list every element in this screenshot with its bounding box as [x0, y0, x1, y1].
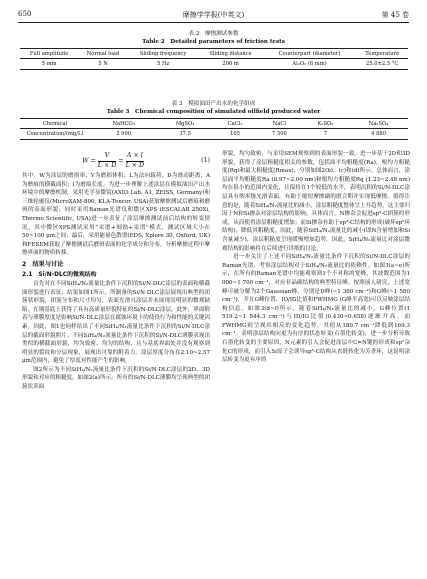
section-heading: 2 结果与讨论 — [22, 260, 64, 268]
journal-name: 摩擦学学报(中英文) — [182, 11, 245, 19]
table2-cell: 5 Hz — [128, 59, 199, 70]
paragraph: 图2所示为不同SiH₄/N₂流量比条件下沉积的Si/N-DLC涂层的2D、3D形貌和对应的粗糙度。如图2(a)所示，所有的Si/N-DLC薄膜均呈现典型的团簇状表面 — [22, 366, 210, 391]
equation-equals: = — [118, 157, 124, 165]
fraction-denominator: L × D — [125, 161, 145, 169]
table2-col-header: Normal load — [78, 49, 128, 59]
equation-body — [82, 152, 144, 170]
table3-col-header: K₂SO₄ — [302, 119, 349, 129]
table3-value-row — [20, 129, 408, 140]
left-column — [22, 150, 210, 392]
subsection-heading: 2.1 Si/N-DLC的微观结构 — [22, 271, 97, 278]
table2-value-row — [20, 59, 408, 70]
table3-col-header: MgSO₄ — [157, 119, 213, 129]
table2-caption — [0, 31, 427, 46]
table3 — [20, 118, 408, 140]
table2-header-row — [20, 49, 408, 59]
table2 — [20, 48, 408, 70]
equation-fraction — [126, 152, 145, 170]
table2-cell: 5 N — [78, 59, 128, 70]
table3-col-header: NaCl — [257, 119, 302, 129]
table3-cell: 4 880 — [349, 129, 408, 140]
table2-col-header: Full amplitude — [20, 49, 78, 59]
table3-header-row — [20, 119, 408, 129]
table2-cell: 200 m — [198, 59, 262, 70]
volume-label: 第 45 卷 — [381, 11, 409, 19]
table3-caption-cn: 表 3 模拟油田产出水的化学组成 — [171, 101, 256, 107]
equation-1 — [22, 150, 210, 172]
paragraph: 其中：W为涂层的磨损率；V为磨损体积；L为法向载荷；D为滑动距离；A为磨痕的横截面积；l为磨痕长度。为进一步理解上述涂层在模拟油田产出水环境中的摩擦机制，采用光学显微镜(AXIO Lab. A1, ZEISS, Germany)和三维轮廓仪(MicroXAM-800, KLA-Tencor, USA)获取摩擦测试后磨痕和磨斑的表面形貌；同时采用Raman光谱仪和微区XPS (ESCALAB 250Xi, Thermo Scientific, USA)进一步表征了涂层摩擦测试前后结构的转变情况，其中微区XPS测试采用“采谱+刻蚀+采谱”模式，测试区域大小在50~100 μm之间；最后，采用能量色散谱(EDS, Xplore 30, Oxford, UK)和FESEM获取了摩擦测试后磨斑表面的化学成分和分布，分析摩擦过程中摩擦界面的物质转移。 — [22, 173, 210, 257]
fraction-numerator: A × l — [126, 152, 145, 162]
table2-caption-cn: 表 2 摩擦测试参数 — [188, 31, 239, 37]
table2-col-header: Temperature — [356, 49, 408, 59]
table3-cell: 2 900 — [90, 129, 157, 140]
page-number: 650 — [18, 10, 32, 18]
table2-caption-en: Table 2 Detailed parameters of friction tests — [142, 38, 285, 45]
table3-row-label: Concentration/(mg/L) — [20, 129, 90, 140]
table3-caption — [0, 101, 427, 116]
equation-lhs: W = — [82, 157, 96, 165]
right-column — [222, 150, 410, 365]
fraction-numerator: V — [98, 152, 117, 162]
table3-col-header: Chemical — [20, 119, 90, 129]
table2-cell: 5 mm — [20, 59, 78, 70]
table2-col-header: Sliding frequency — [128, 49, 199, 59]
table3-cell: 105 — [213, 129, 257, 140]
table3-cell: 7 — [302, 129, 349, 140]
table2-col-header: Sliding distance — [198, 49, 262, 59]
table3-caption-en: Table 3 Chemical composition of simulated oilfield produced water — [106, 108, 321, 115]
table2-col-header: Counterpart (diameter) — [263, 49, 357, 59]
equation-number: (1) — [201, 157, 210, 164]
fraction-denominator: L × D — [97, 161, 117, 169]
paragraph: 形貌，均匀致密，与采用SEM观察到的表面形貌一致。进一步基于2D和3D形貌，获得了涂层粗糙度相关的参数，包括面平均粗糙度(Ra)，根均方粗糙度(Rq)和最大粗糙度(Rmax)，分别如图2(b)、(c)和(d)所示。总体而言，涂层面平均粗糙度Ra (0.97~2.00 nm)和根均方粗糙度Rq (1.23~2.48 nm)均在很小的范围内变化，且保持在1个较低的水平，表明沉积的Si/N-DLC涂层具有纳米级光滑表面，有助于缩短摩擦副的磨合期并实现低摩擦。值得注意的是，随着SiH₄/N₂流量比的减小，涂层粗糙度整体呈上升趋势，这主要归因于N和Si掺杂对涂层结构的影响。具体而言，N掺杂会促进sp²-C团簇的形成，从而使得涂层粗糙度增加；而Si掺杂有助于sp³-C结构的形成(破坏sp²环结构)，降低其粗糙度。因此，随着SiH₄/N₂流量比的减小(即N含量增加和Si含量减少)，涂层粗糙度呈现缓慢增加趋势。因此，SiH₄/N₂流量比对涂层微观结构的影响将在后续进行详细的讨论。 — [222, 151, 410, 252]
table3-col-header: NaHCO₃ — [90, 119, 157, 129]
paragraph: 首先对在不同SiH₄/N₂流量比条件下沉积的Si/N-DLC涂层的表面和横截面形貌进行表征，结果如图1所示。所制备的Si/N-DLC涂层展现出典型的团簇状形貌，团簇分布和尺寸均匀，表面光滑且涂层并未展现出明显的微观缺陷。在钢基底上获得了具有高质量形貌特征的Si/N-DLC涂层，此外，界面附着与薄膜厚度是影响Si/N-DLC涂层在腐蚀环境下的使役行为和性能的关键因素。因此，图1也同样给出了不同SiH₄/N₂流量比条件下沉积的Si/N-DLC涂层的截面形貌照片。不同SiH₄/N₂流量比条件下沉积的Si/N-DLC薄膜表现出类似的横截面形貌，均为致密、均匀的结构，且与基底界面处并没有观察到明显的裂纹和分层现象，展现出可靠的附着力。涂层厚度分布在2.10~2.57 μm范围内，避免了厚度对性能产生的影响。 — [22, 280, 210, 365]
table3-cell: 7 500 — [257, 129, 302, 140]
table2-cell: Al₂O₃ (8 mm) — [263, 59, 357, 70]
table2-cell: 25.0±2.5 °C — [356, 59, 408, 70]
running-header — [18, 8, 409, 23]
table3-col-header: CaCl₂ — [213, 119, 257, 129]
table3-col-header: Na₂SO₄ — [349, 119, 408, 129]
paragraph: 进一步关注了上述不同SiH₄/N₂流量比条件下沉积的Si/N-DLC涂层的Raman光谱，考察涂层结构对于SiH₄/N₂流量比的依赖性。如图3(a~e)所示，在所有的Raman光谱中均能观察到1个不对称的宽峰，其波数范围为1 000~1 700 cm⁻¹，对应非晶碳结构的典型特征峰。按照前人研究，上述宽峰可被分解为2个Gaussian峰，分别是D峰(~1 360 cm⁻¹)和G峰(~1 580 cm⁻¹)，并且G峰位置、ID/IG比值和FWHMG (G峰半高宽)可以反映涂层结构信息。如图3(d~f)所示，随着SiH₄/N₂流量比的减小，G峰位置(1 519.2~1 544.3 cm⁻¹)与ID/IG比值(0.430~0.658)逐渐升高，而FWHMG则呈现出相反的变化趋势，其值从180.7 cm⁻¹降低到169.3 cm⁻¹。表明涂层结构向更为有序的状态转变(石墨化转变)，进一步分析导致石墨化转变的主要原因，N元素的引入会促进涂层中C=N键的形成和sp²杂化C的形成，而引入Si原子会诱导sp³-C结构从直链转化为芳香环，这说明涂层转变为更有序的 — [222, 254, 410, 364]
equation-fraction — [98, 152, 117, 170]
table3-cell: 37.5 — [157, 129, 213, 140]
